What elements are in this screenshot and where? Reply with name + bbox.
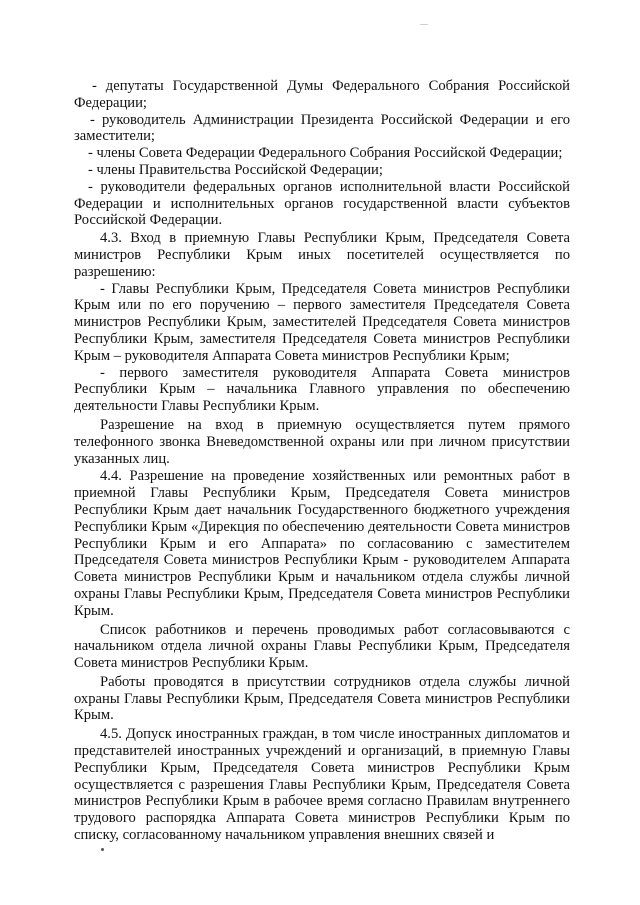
paragraph-5: - руководители федеральных органов исполнительной власти Российской Федерации и исполнительных органов государственной власти субъектов Российской Федерации. xyxy=(74,178,570,229)
paragraph-6: 4.3. Вход в приемную Главы Республики Крым, Председателя Совета министров Республики Крым иных посетителей осуществляется по разрешению: xyxy=(74,230,570,280)
paragraph-12: Работы проводятся в присутствии сотрудников отдела службы личной охраны Главы Республики Крым, Председателя Совета министров Республики Крым. xyxy=(74,673,570,724)
paragraph-9: Разрешение на вход в приемную осуществляется путем прямого телефонного звонка Вневедомственной охраны или при личном присутствии указанных лиц. xyxy=(74,416,570,467)
paragraph-2: - руководитель Администрации Президента Российской Федерации и его заместители; xyxy=(74,111,570,145)
paragraph-10: 4.4. Разрешение на проведение хозяйственных или ремонтных работ в приемной Главы Республики Крым, Председателя Совета министров Республики Крым дает начальник Государственного бюджетного учреждения Республики Крым «Дирекция по обеспечению деятельности Совета министров Республики Крым и его Аппарата» по согласованию с заместителем Председателя Совета министров Республики Крым - руководителем Аппарата Совета министров Республики Крым и начальником отдела службы личной охраны Главы Республики Крым, Председателя Совета министров Республики Крым. xyxy=(74,468,570,619)
paragraph-13: 4.5. Допуск иностранных граждан, в том числе иностранных дипломатов и представителей иностранных учреждений и организаций, в приемную Главы Республики Крым, Председателя Совета министров Республики Крым осуществляется с разрешения Главы Республики Крым, Председателя Совета министров Республики Крым в рабочее время согласно Правилам внутреннего трудового распорядка Аппарата Совета министров Республики Крым по списку, согласованному начальником управления внешних связей и xyxy=(74,726,570,844)
paragraph-4: - члены Правительства Российской Федерации; xyxy=(88,161,383,178)
paragraph-8: - первого заместителя руководителя Аппарата Совета министров Республики Крым – начальника Главного управления по обеспечению деятельности Главы Республики Крым. xyxy=(74,364,570,415)
document-body xyxy=(74,78,570,844)
scan-dot xyxy=(101,848,104,851)
paragraph-1: - депутаты Государственной Думы Федерального Собрания Российской Федерации; xyxy=(74,78,570,111)
paragraph-7: - Главы Республики Крым, Председателя Совета министров Республики Крым или по его поручению – первого заместителя Председателя Совета министров Республики Крым, заместителей Председателя Совета министров Республики Крым, заместителя Председателя Совета министров Республики Крым – руководителя Аппарата Совета министров Республики Крым; xyxy=(74,280,570,364)
paragraph-11: Список работников и перечень проводимых работ согласовываются с начальником отдела личной охраны Главы Республики Крым, Председателя Совета министров Республики Крым. xyxy=(74,621,570,672)
scan-mark xyxy=(420,24,428,25)
paragraph-3: - члены Совета Федерации Федерального Собрания Российской Федерации; xyxy=(88,145,563,162)
